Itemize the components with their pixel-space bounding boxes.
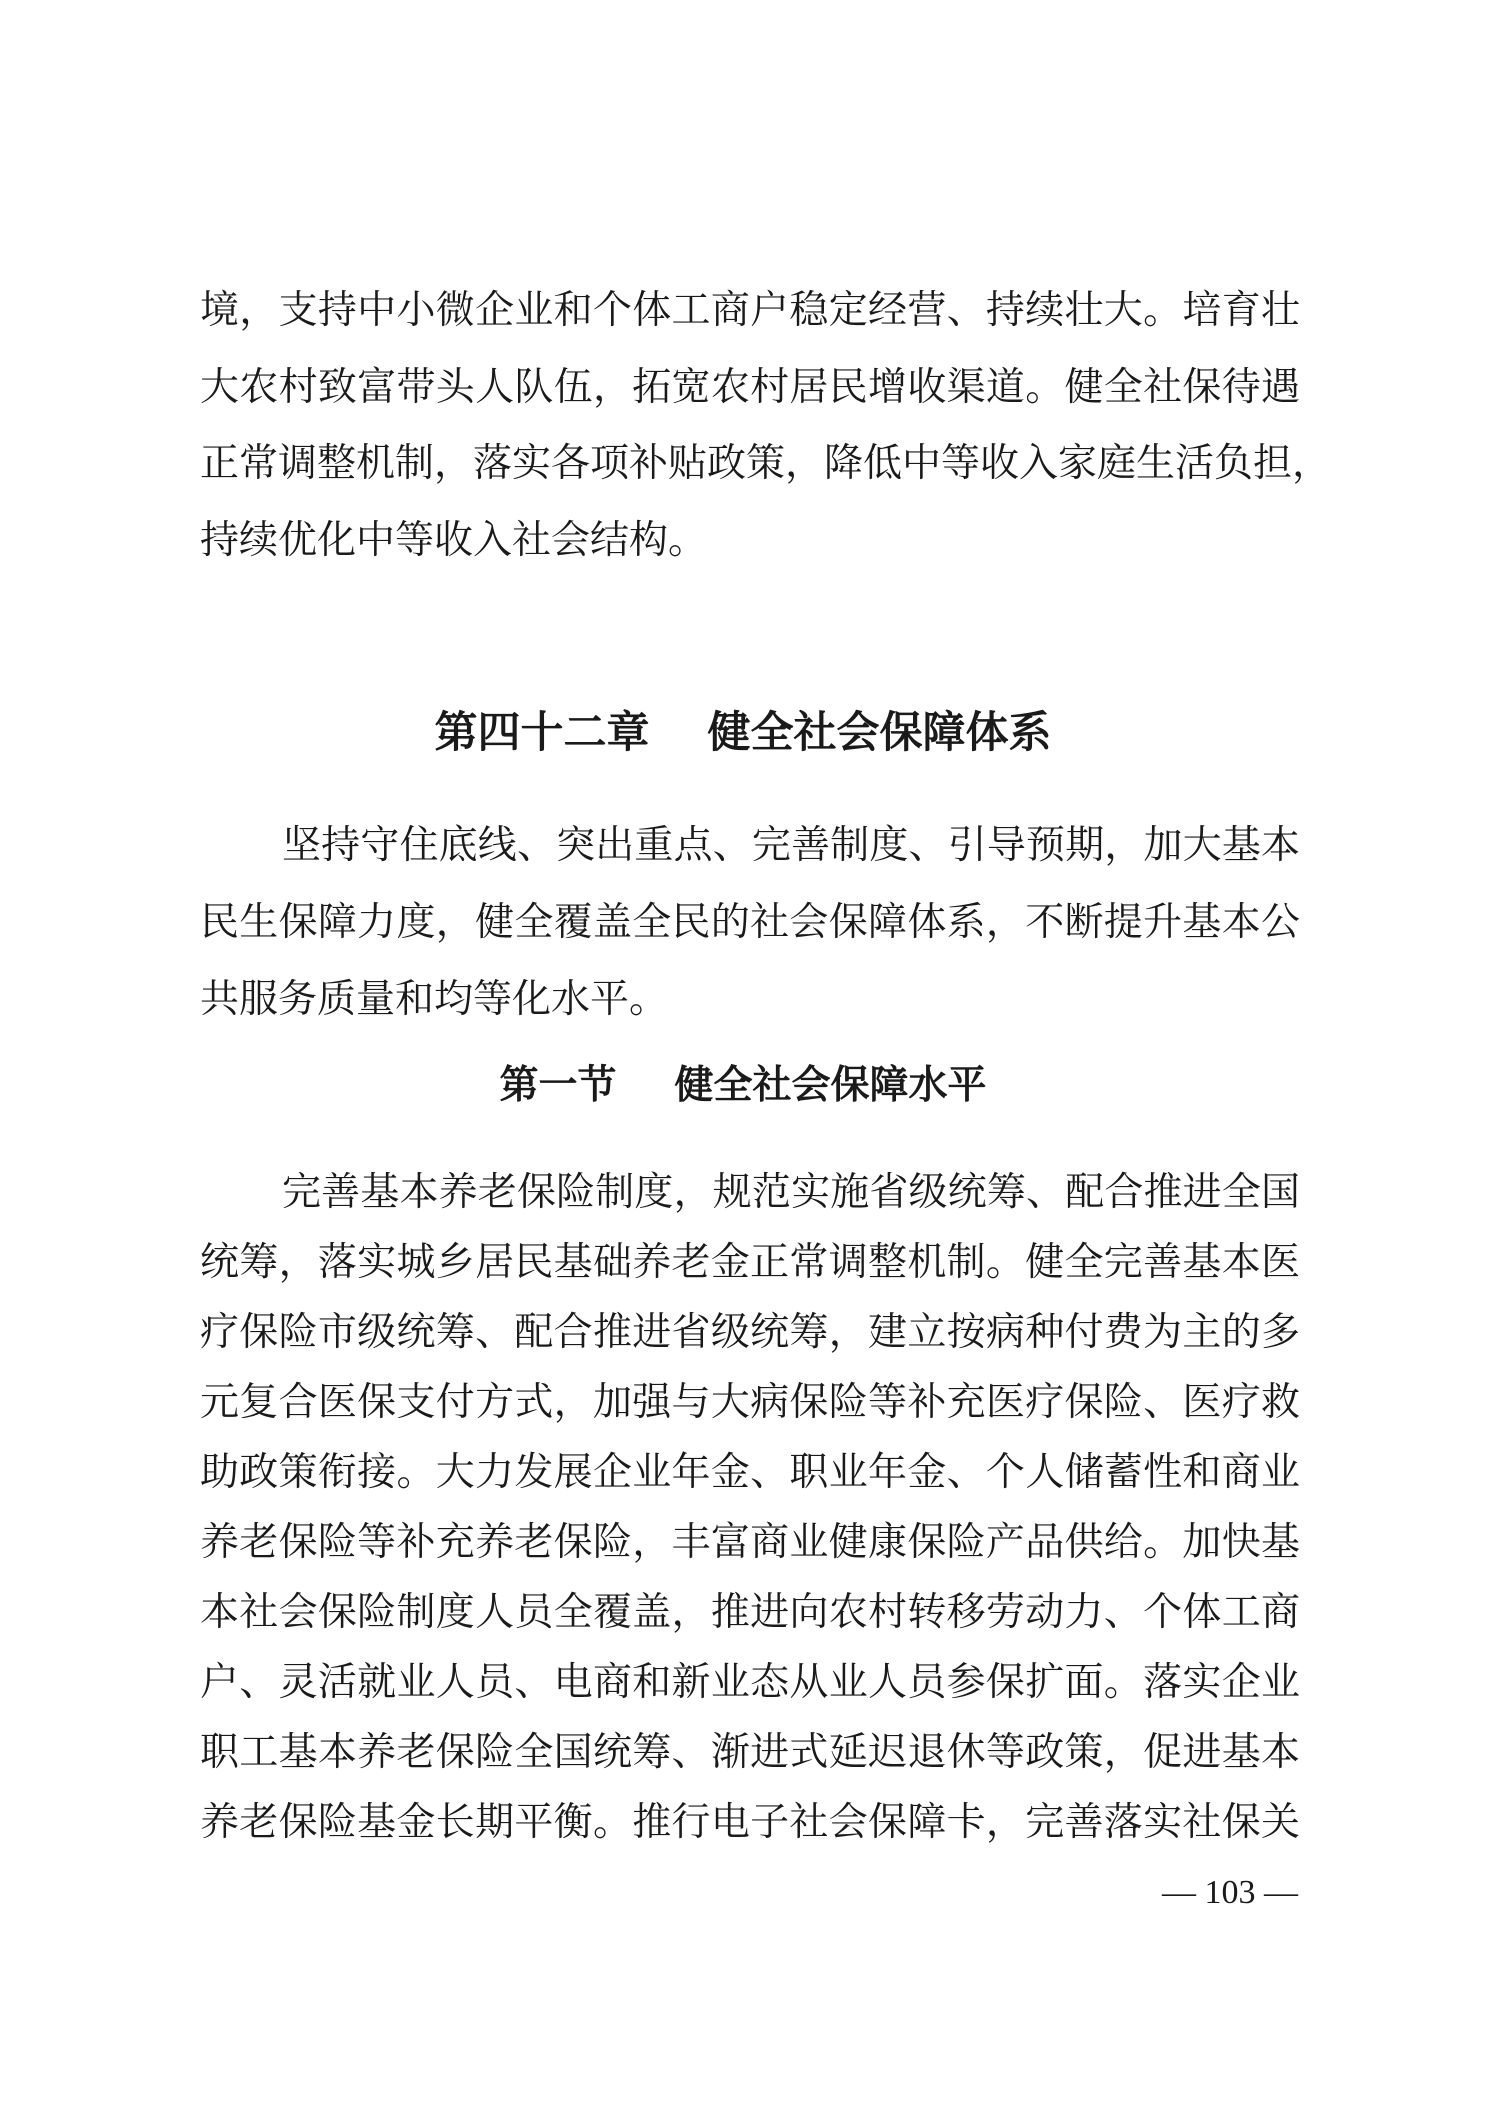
section-para-line-6: 养老保险等补充养老保险，丰富商业健康保险产品供给。加快基 [200,1520,1300,1565]
section-para-line-9: 职工基本养老保险全国统筹、渐进式延迟退休等政策，促进基本 [200,1730,1300,1775]
chapter-para-line-2: 民生保障力度，健全覆盖全民的社会保障体系，不断提升基本公 [200,900,1300,945]
intro-line-2: 大农村致富带头人队伍，拓宽农村居民增收渠道。健全社保待遇 [200,365,1300,410]
section-para-line-10: 养老保险基金长期平衡。推行电子社会保障卡，完善落实社保关 [200,1800,1300,1845]
section-para-line-5: 助政策衔接。大力发展企业年金、职业年金、个人储蓄性和商业 [200,1450,1300,1495]
chapter-heading [0,708,1486,758]
section-para-line-4: 元复合医保支付方式，加强与大病保险等补充医疗保险、医疗救 [200,1380,1300,1425]
section-para-line-7: 本社会保险制度人员全覆盖，推进向农村转移劳动力、个体工商 [200,1590,1300,1635]
chapter-para-line-1: 坚持守住底线、突出重点、完善制度、引导预期，加大基本 [282,823,1300,868]
page-number: — 103 — [1162,1874,1298,1911]
chapter-para-line-3: 共服务质量和均等化水平。 [200,977,669,1022]
section-para-line-2: 统筹，落实城乡居民基础养老金正常调整机制。健全完善基本医 [200,1240,1300,1285]
intro-line-3: 正常调整机制，落实各项补贴政策，降低中等收入家庭生活负担， [200,441,1332,486]
section-heading [0,1063,1486,1108]
section-para-line-3: 疗保险市级统筹、配合推进省级统筹，建立按病种付费为主的多 [200,1310,1300,1355]
section-para-line-8: 户、灵活就业人员、电商和新业态从业人员参保扩面。落实企业 [200,1660,1300,1705]
section-para-line-1: 完善基本养老保险制度，规范实施省级统筹、配合推进全国 [282,1170,1300,1215]
section-title: 健全社会保障水平 [674,1063,987,1108]
section-number: 第一节 [499,1063,617,1108]
intro-line-4: 持续优化中等收入社会结构。 [200,518,708,563]
chapter-title: 健全社会保障体系 [707,708,1052,758]
chapter-number: 第四十二章 [434,708,650,758]
intro-line-1: 境，支持中小微企业和个体工商户稳定经营、持续壮大。培育壮 [200,288,1300,333]
